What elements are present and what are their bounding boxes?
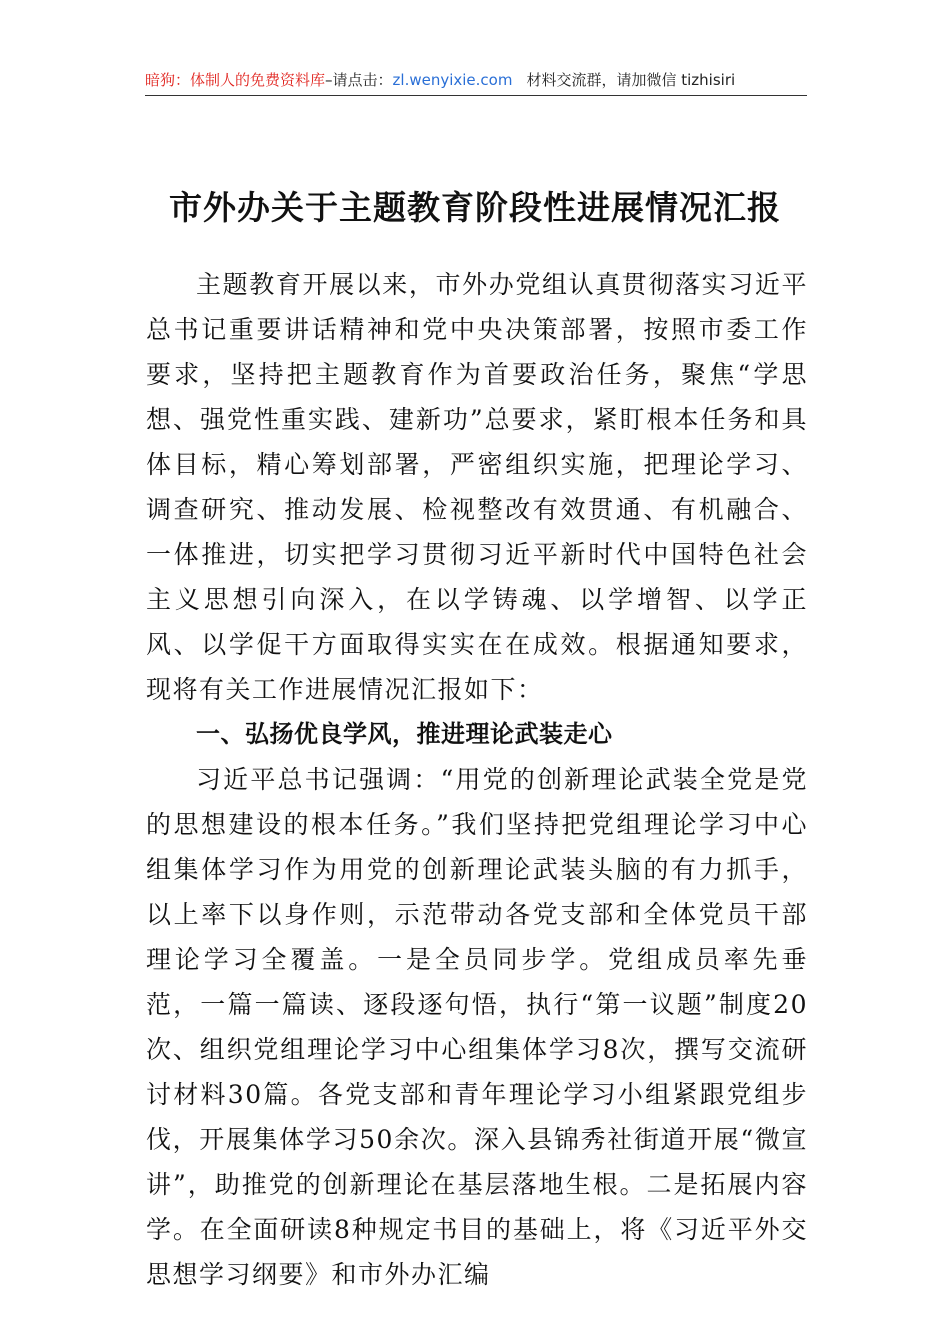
document-body (146, 262, 808, 1297)
watermark-header (145, 68, 805, 92)
intro-paragraph: 主题教育开展以来，市外办党组认真贯彻落实习近平总书记重要讲话精神和党中央决策部署，按照市委工作要求，坚持把主题教育作为首要政治任务，聚焦“学思想、强党性重实践、建新功”总要求，紧盯根本任务和具体目标，精心筹划部署，严密组织实施，把理论学习、调查研究、推动发展、检视整改有效贯通、有机融合、一体推进，切实把学习贯彻习近平新时代中国特色社会主义思想引向深入，在以学铸魂、以学增智、以学正风、以学促干方面取得实实在在成效。根据通知要求，现将有关工作进展情况汇报如下： (146, 270, 808, 704)
header-url-link[interactable]: zl.wenyixie.com (392, 71, 513, 89)
header-divider (145, 95, 807, 96)
document-title: 市外办关于主题教育阶段性进展情况汇报 (169, 188, 781, 228)
header-click-label: –请点击： (325, 71, 393, 89)
section-1-heading: 一、弘扬优良学风，推进理论武装走心 (196, 720, 613, 748)
header-contact: 材料交流群，请加微信 tizhisiri (526, 71, 736, 89)
section-1-paragraph: 习近平总书记强调：“用党的创新理论武装全党是党的思想建设的根本任务。”我们坚持把党组理论学习中心组集体学习作为用党的创新理论武装头脑的有力抓手，以上率下以身作则，示范带动各党支部和全体党员干部理论学习全覆盖。一是全员同步学。党组成员率先垂范，一篇一篇读、逐段逐句悟，执行“第一议题”制度20次、组织党组理论学习中心组集体学习8次，撰写交流研讨材料30篇。各党支部和青年理论学习小组紧跟党组步伐，开展集体学习50余次。深入县锦秀社街道开展“微宣讲”，助推党的创新理论在基层落地生根。二是拓展内容学。在全面研读8种规定书目的基础上，将《习近平外交思想学习纲要》和市外办汇编 (146, 765, 808, 1289)
header-brand[interactable]: 暗狗：体制人的免费资料库 (145, 71, 326, 89)
